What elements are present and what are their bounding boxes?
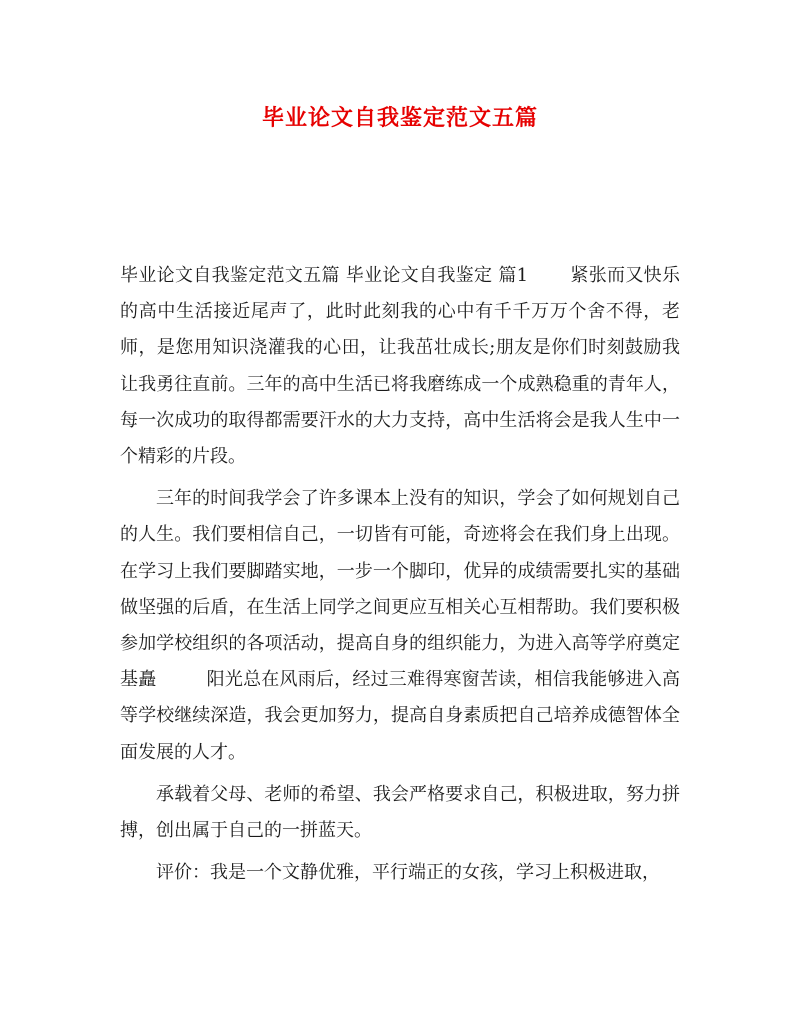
paragraph-2 <box>120 481 680 771</box>
paragraph-2-text: 三年的时间我学会了许多课本上没有的知识，学会了如何规划自己的人生。我们要相信自己，一切皆有可能，奇迹将会在我们身上出现。在学习上我们要脚踏实地，一步一个脚印，优异的成绩需要扎实的基础做坚强的后盾，在生活上同学之间更应互相关心互相帮助。我们要积极参加学校组织的各项活动，提高自身的组织能力，为进入高等学府奠定基矗 <box>120 488 680 691</box>
document-body <box>120 258 680 897</box>
paragraph-3: 承载着父母、老师的希望、我会严格要求自己，积极进取，努力拼搏，创出属于自己的一拼蓝天。 <box>120 783 680 842</box>
paragraph-1 <box>120 258 680 475</box>
section-heading: 毕业论文自我鉴定范文五篇 毕业论文自我鉴定 篇1 <box>120 265 529 286</box>
document-title: 毕业论文自我鉴定范文五篇 <box>261 105 538 131</box>
paragraph-4: 评价：我是一个文静优雅，平行端正的女孩，学习上积极进取， <box>156 862 660 884</box>
paragraph-2-continuation: 阳光总在风雨后，经过三难得寒窗苦读，相信我能够进入高等学校继续深造，我会更加努力，提高自身素质把自己培养成德智体全面发展的人才。 <box>120 669 681 763</box>
paragraph-1-text: 紧张而又快乐的高中生活接近尾声了，此时此刻我的心中有千千万万个舍不得，老师，是您用知识浇灌我的心田，让我茁壮成长;朋友是你们时刻鼓励我让我勇往直前。三年的高中生活已将我磨练成一个成熟稳重的青年人，每一次成功的取得都需要汗水的大力支持，高中生活将会是我人生中一个精彩的片段。 <box>120 265 680 468</box>
